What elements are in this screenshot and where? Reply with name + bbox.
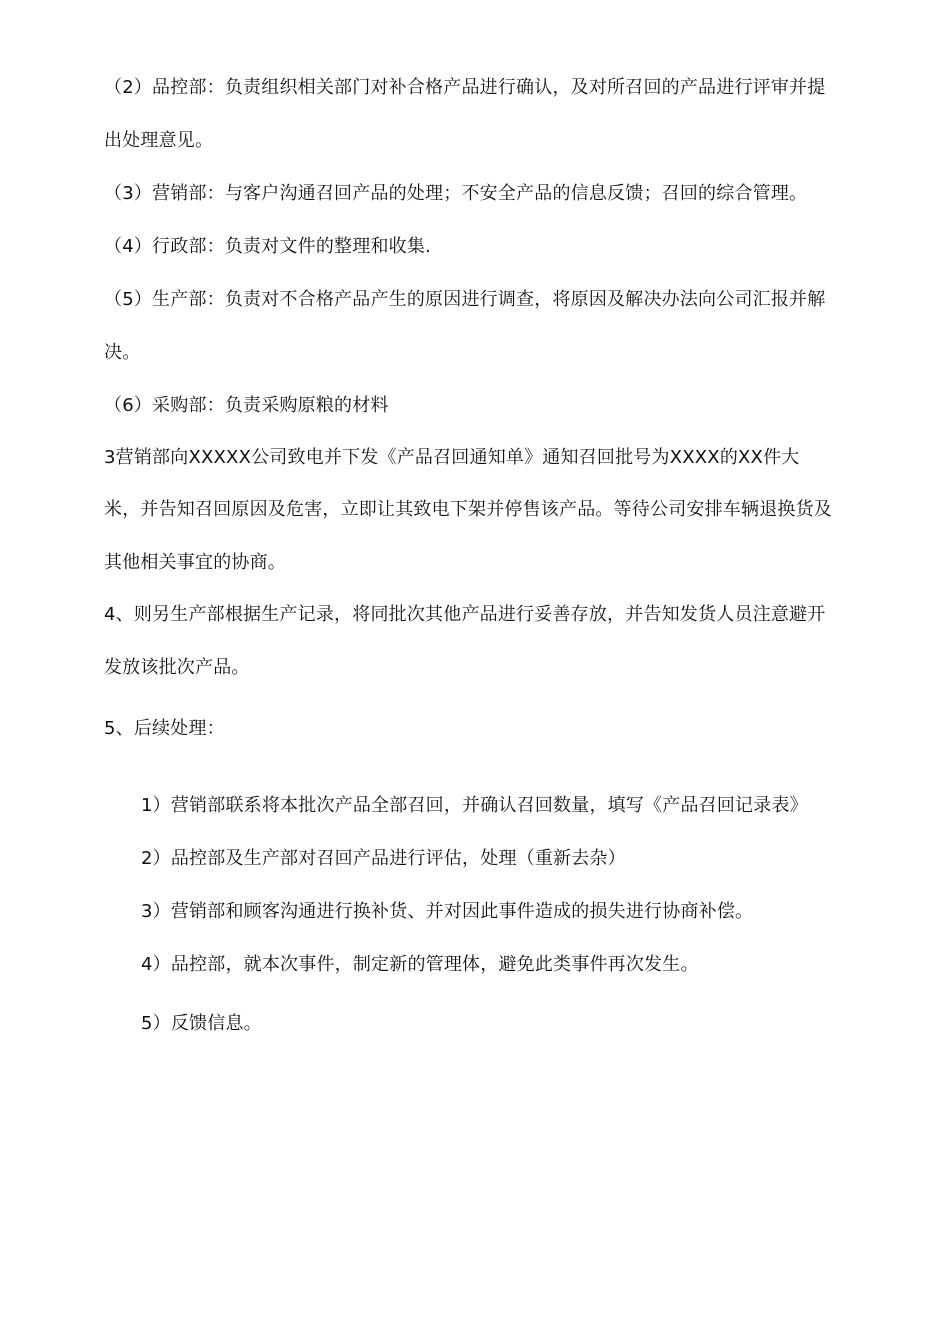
text-line: 3营销部向XXXXX公司致电并下发《产品召回通知单》通知召回批号为XXXX的XX件大 [104, 447, 800, 468]
text-line: 出处理意见。 [104, 130, 214, 151]
text-line: （5）生产部：负责对不合格产品产生的原因进行调查，将原因及解决办法向公司汇报并解 [104, 289, 826, 310]
text-line: 决。 [104, 342, 141, 363]
section-heading: 5、后续处理： [104, 718, 225, 739]
followup-item: 3）营销部和顾客沟通进行换补货、并对因此事件造成的损失进行协商补偿。 [141, 901, 754, 922]
followup-item: 4）品控部，就本次事件，制定新的管理体，避免此类事件再次发生。 [141, 954, 699, 975]
text-line: 4、则另生产部根据生产记录，将同批次其他产品进行妥善存放，并告知发货人员注意避开 [104, 604, 826, 625]
text-line: （2）品控部：负责组织相关部门对补合格产品进行确认，及对所召回的产品进行评审并提 [104, 77, 826, 98]
text-line: （6）采购部：负责采购原粮的材料 [104, 395, 389, 416]
text-line: 发放该批次产品。 [104, 657, 250, 678]
followup-item: 2）品控部及生产部对召回产品进行评估，处理（重新去杂） [141, 848, 626, 869]
text-line: 米，并告知召回原因及危害，立即让其致电下架并停售该产品。等待公司安排车辆退换货及 [104, 499, 832, 520]
text-line: （3）营销部：与客户沟通召回产品的处理；不安全产品的信息反馈；召回的综合管理。 [104, 183, 808, 204]
followup-item: 5）反馈信息。 [141, 1013, 262, 1034]
followup-item: 1）营销部联系将本批次产品全部召回，并确认召回数量，填写《产品召回记录表》 [141, 795, 808, 816]
text-line: （4）行政部：负责对文件的整理和收集. [104, 236, 431, 257]
text-line: 其他相关事宜的协商。 [104, 552, 286, 573]
